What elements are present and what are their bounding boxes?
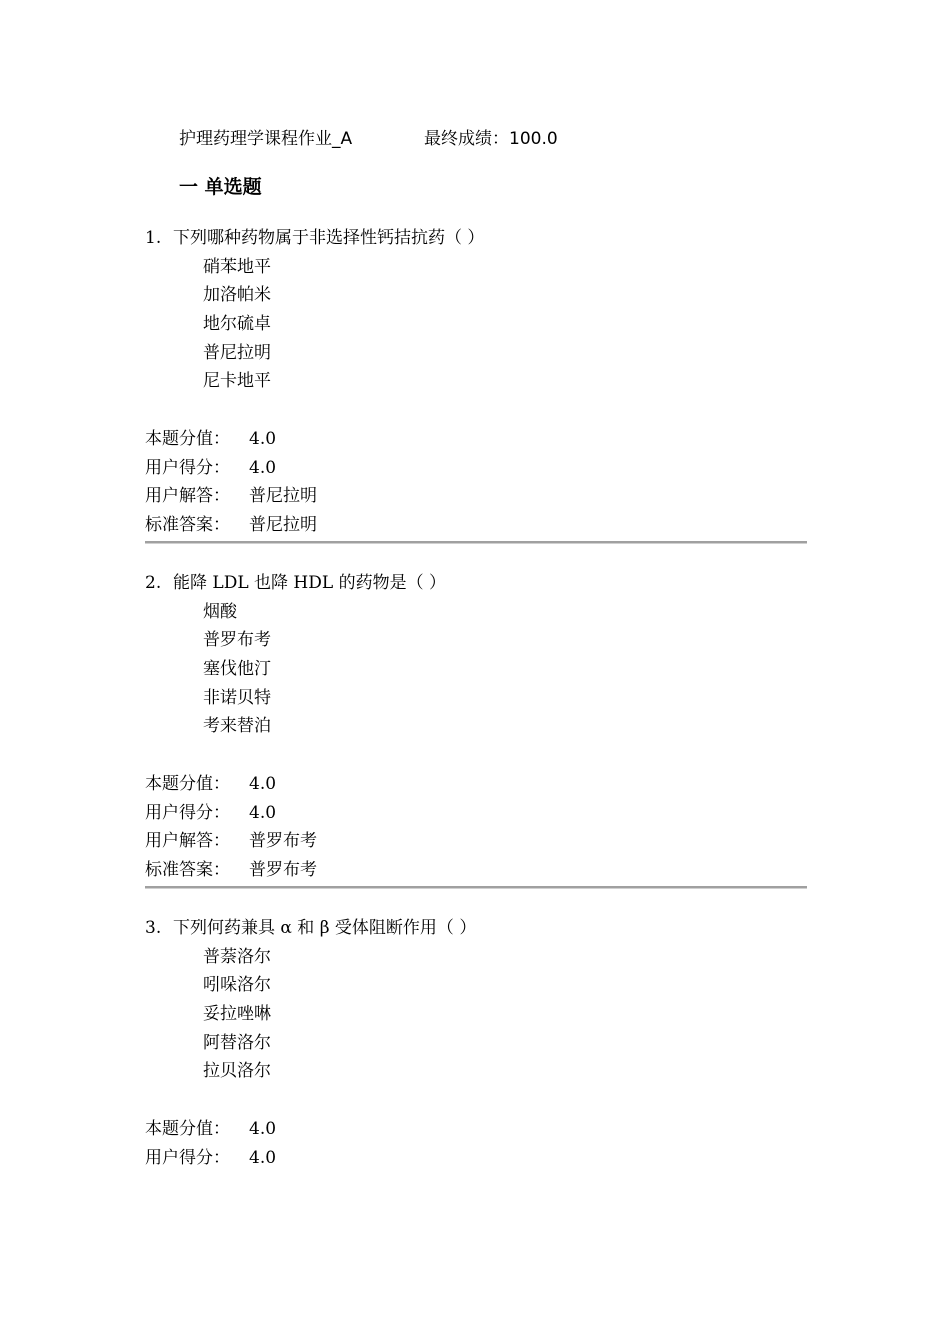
option-a: 硝苯地平 bbox=[203, 256, 271, 277]
user-answer-value: 普尼拉明 bbox=[249, 486, 317, 507]
option-a: 普萘洛尔 bbox=[203, 946, 271, 967]
points-value: 4.0 bbox=[249, 1118, 277, 1139]
question-stem bbox=[145, 914, 807, 943]
option-e: 尼卡地平 bbox=[203, 371, 271, 392]
option-e: 考来替泊 bbox=[203, 716, 271, 737]
points-row bbox=[145, 1115, 807, 1144]
option-d: 普尼拉明 bbox=[203, 342, 271, 363]
spacer bbox=[145, 741, 807, 770]
question-number: 3. bbox=[145, 918, 162, 938]
user-score-value: 4.0 bbox=[249, 457, 277, 478]
question-text: 能降 LDL 也降 HDL 的药物是（ ） bbox=[173, 573, 446, 593]
course-title: 护理药理学课程作业_A bbox=[179, 129, 353, 149]
user-score-row bbox=[145, 454, 807, 483]
question-number: 1. bbox=[145, 228, 162, 248]
points-label: 本题分值： bbox=[145, 773, 230, 794]
user-score-label: 用户得分： bbox=[145, 457, 230, 478]
user-score-row bbox=[145, 799, 807, 828]
option-b: 加洛帕米 bbox=[203, 285, 271, 306]
points-row bbox=[145, 770, 807, 799]
document-header bbox=[179, 127, 558, 151]
spacer bbox=[145, 396, 807, 425]
standard-answer-label: 标准答案： bbox=[145, 514, 230, 535]
option-a: 烟酸 bbox=[203, 601, 237, 622]
option-e: 拉贝洛尔 bbox=[203, 1061, 271, 1082]
final-score-value: 100.0 bbox=[509, 129, 558, 149]
option-b: 普罗布考 bbox=[203, 630, 271, 651]
user-answer-label: 用户解答： bbox=[145, 486, 230, 507]
standard-answer-row bbox=[145, 511, 807, 540]
points-label: 本题分值： bbox=[145, 1118, 230, 1139]
option-b: 吲哚洛尔 bbox=[203, 975, 271, 996]
user-answer-row bbox=[145, 482, 807, 511]
question-number: 2. bbox=[145, 573, 162, 593]
points-value: 4.0 bbox=[249, 428, 277, 449]
option-d: 非诺贝特 bbox=[203, 687, 271, 708]
standard-answer-label: 标准答案： bbox=[145, 859, 230, 880]
user-score-value: 4.0 bbox=[249, 802, 277, 823]
question-1 bbox=[145, 224, 807, 544]
user-score-label: 用户得分： bbox=[145, 1147, 230, 1168]
question-text: 下列何药兼具 α 和 β 受体阻断作用（ ） bbox=[173, 918, 477, 938]
points-row bbox=[145, 425, 807, 454]
standard-answer-value: 普罗布考 bbox=[249, 859, 317, 880]
user-answer-label: 用户解答： bbox=[145, 831, 230, 852]
standard-answer-value: 普尼拉明 bbox=[249, 514, 317, 535]
option-d: 阿替洛尔 bbox=[203, 1032, 271, 1053]
section-title: 一 单选题 bbox=[179, 176, 262, 198]
user-score-value: 4.0 bbox=[249, 1147, 277, 1168]
user-answer-row bbox=[145, 827, 807, 856]
option-c: 妥拉唑啉 bbox=[203, 1004, 271, 1025]
user-score-row bbox=[145, 1144, 807, 1173]
divider bbox=[145, 541, 807, 544]
final-score-label: 最终成绩： bbox=[424, 129, 509, 149]
user-answer-value: 普罗布考 bbox=[249, 831, 317, 852]
final-score bbox=[424, 127, 558, 151]
question-stem bbox=[145, 569, 807, 598]
question-2 bbox=[145, 569, 807, 889]
points-value: 4.0 bbox=[249, 773, 277, 794]
divider bbox=[145, 886, 807, 889]
question-3 bbox=[145, 914, 807, 1172]
question-stem bbox=[145, 224, 807, 253]
user-score-label: 用户得分： bbox=[145, 802, 230, 823]
option-c: 地尔硫卓 bbox=[203, 314, 271, 335]
option-c: 塞伐他汀 bbox=[203, 659, 271, 680]
spacer bbox=[145, 1086, 807, 1115]
points-label: 本题分值： bbox=[145, 428, 230, 449]
standard-answer-row bbox=[145, 856, 807, 885]
question-text: 下列哪种药物属于非选择性钙拮抗药（ ） bbox=[173, 228, 485, 248]
